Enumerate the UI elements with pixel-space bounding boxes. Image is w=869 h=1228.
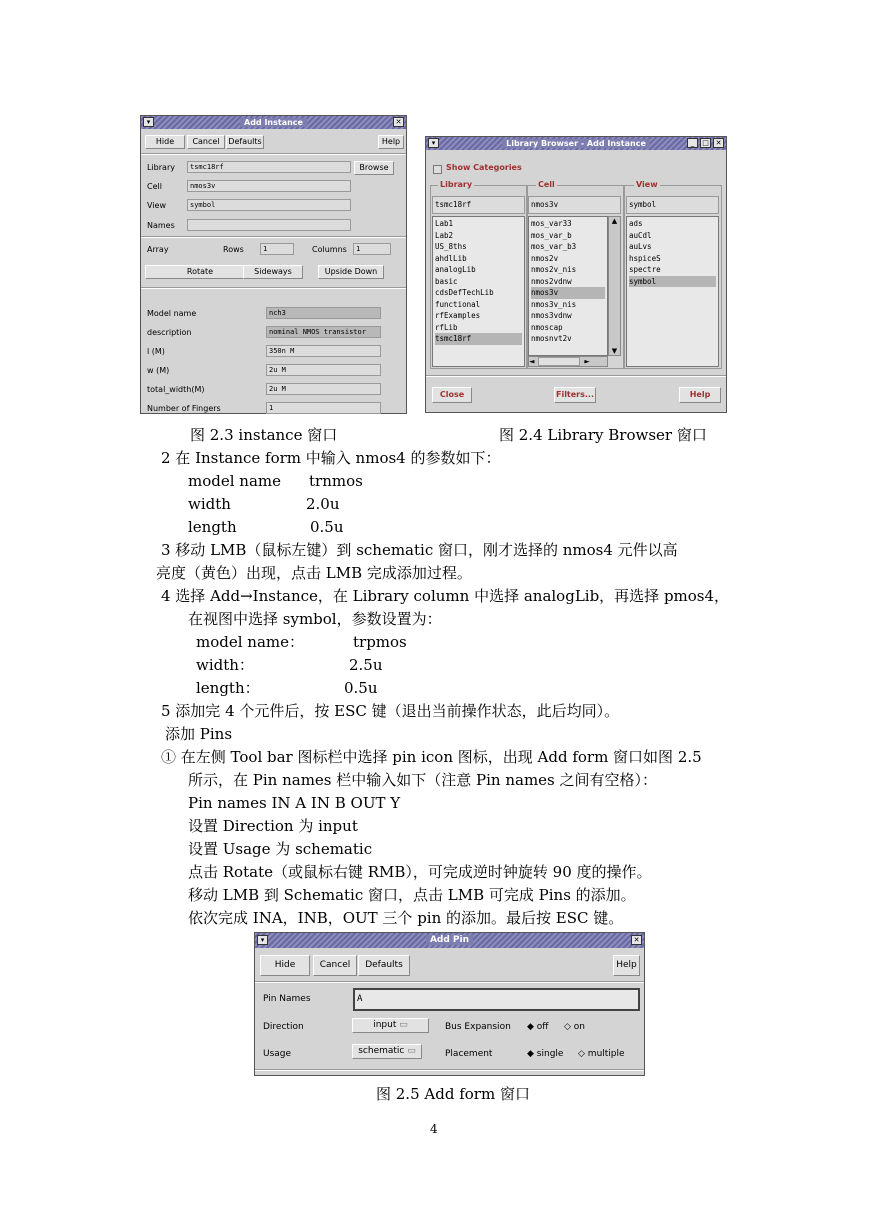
library-list[interactable] [432,216,525,367]
direction-select[interactable] [352,1018,429,1033]
add-instance-dialog [140,115,407,414]
library-label: Library [147,163,175,172]
cell-list[interactable] [528,216,608,356]
filters-button[interactable]: Filters... [554,387,596,403]
rotate-button[interactable]: Rotate [145,265,255,279]
body-line: Pin names IN A IN B OUT Y [188,794,401,812]
body-line: 点击 Rotate（或鼠标右键 RMB），可完成逆时钟旋转 90 度的操作。 [188,863,652,881]
radio-unselected-icon: ◇ [578,1049,585,1059]
usage-label: Usage [263,1049,292,1059]
list-item[interactable]: nmos3v_nis [531,299,577,309]
usage-value: schematic [358,1046,405,1056]
body-line: ① 在左侧 Tool bar 图标栏中选择 pin icon 图标，出现 Add form 窗口如图 2.5 [161,748,702,766]
dialog-title: Add Pin [426,935,473,945]
body-line: length： [196,679,260,697]
param-field[interactable]: 1 [266,402,381,414]
body-line: 0.5u [310,518,344,536]
on-label: on [573,1022,586,1032]
sideways-button[interactable]: Sideways [243,265,303,279]
list-item[interactable]: nmosnvt2v [531,334,572,343]
cell-list-scrollbar[interactable]: ▲ ▼ [608,216,621,356]
list-item[interactable]: ahdlLib [435,253,467,263]
body-line: width [188,495,231,513]
minimize-icon[interactable]: _ [687,138,698,148]
placement-label: Placement [445,1049,493,1059]
body-line: trnmos [309,472,363,490]
radio-selected-icon: ◆ [527,1049,534,1059]
names-field[interactable] [187,219,351,231]
close-icon[interactable]: ✕ [631,935,642,945]
list-item[interactable]: nmos2v [531,253,559,263]
view-field[interactable]: symbol [187,199,351,211]
body-line: length [188,518,237,536]
param-label: Model name [147,309,197,318]
option-menu-icon: ▭ [407,1046,416,1056]
placement-single-radio[interactable] [527,1049,563,1059]
title-bar[interactable] [255,933,644,948]
bus-expansion-label: Bus Expansion [445,1022,511,1032]
body-line: width： [196,656,254,674]
window-menu-icon[interactable]: ▾ [143,117,154,127]
list-item[interactable]: Lab2 [435,230,454,240]
close-icon[interactable]: ✕ [713,138,724,148]
body-line: 在视图中选择 symbol，参数设置为： [188,610,442,628]
library-field[interactable]: tsmc18rf [187,161,351,173]
list-item[interactable]: nmos3vdnw [531,311,572,320]
close-icon[interactable]: ✕ [393,117,404,127]
cell-list-hscrollbar[interactable]: ◄ ► [528,356,608,367]
pin-names-label: Pin Names [263,994,311,1004]
columns-field[interactable]: 1 [353,243,391,255]
body-line: 设置 Direction 为 input [188,817,358,835]
list-item[interactable]: US_8ths [435,242,467,251]
list-item[interactable]: nmos3v [531,287,605,299]
cell-field[interactable]: nmos3v [528,196,621,214]
list-item[interactable]: nmos2vdnw [531,276,572,286]
title-bar[interactable] [141,116,406,129]
list-item[interactable]: mos_var_b [531,230,572,240]
figure-2-3-caption: 图 2.3 instance 窗口 [190,426,338,444]
off-label: off [536,1022,549,1032]
list-item[interactable]: symbol [629,276,716,288]
dialog-title: Library Browser - Add Instance [502,139,650,148]
param-label: l (M) [147,347,165,356]
radio-unselected-icon: ◇ [564,1022,571,1032]
section-heading: 添加 Pins [165,725,233,743]
body-line: model name [188,472,282,490]
body-line: 移动 LMB 到 Schematic 窗口，点击 LMB 可完成 Pins 的添加。 [188,886,636,904]
list-item[interactable]: rfExamples [435,311,481,320]
body-line: 3 移动 LMB（鼠标左键）到 schematic 窗口，刚才选择的 nmos4 元件以高 [161,541,678,559]
title-bar[interactable] [426,137,726,150]
view-field[interactable]: symbol [626,196,719,214]
rows-field[interactable]: 1 [260,243,294,255]
maximize-icon[interactable]: □ [700,138,711,148]
single-label: single [536,1049,564,1059]
list-item[interactable]: mos_var_b3 [531,242,577,251]
cell-field[interactable]: nmos3v [187,180,351,192]
param-label: Number of Fingers [147,404,221,413]
names-label: Names [147,221,175,230]
body-line: 设置 Usage 为 schematic [188,840,373,858]
param-field[interactable]: nch3 [266,307,381,319]
help-button[interactable]: Help [378,135,404,149]
body-line: 2.0u [306,495,340,513]
view-header: View [636,180,658,189]
body-line: 亮度（黄色）出现，点击 LMB 完成添加过程。 [156,564,472,582]
columns-label: Columns [312,245,347,254]
page-number: 4 [430,1122,438,1136]
help-button[interactable]: Help [679,387,721,403]
figure-2-5-caption: 图 2.5 Add form 窗口 [376,1085,530,1103]
list-item[interactable]: nmoscap [531,322,563,332]
view-label: View [147,201,166,210]
cancel-button[interactable]: Cancel [187,135,225,149]
param-label: description [147,328,192,337]
body-line: 0.5u [344,679,378,697]
bus-expansion-off-radio[interactable] [527,1022,549,1032]
close-button[interactable]: Close [432,387,472,403]
pin-names-field[interactable]: A [353,988,640,1011]
body-line: 依次完成 INA，INB，OUT 三个 pin 的添加。最后按 ESC 键。 [188,909,624,927]
library-field[interactable]: tsmc18rf [432,196,525,214]
param-field[interactable]: nominal NMOS transistor [266,326,381,338]
multiple-label: multiple [587,1049,625,1059]
param-label: total_width(M) [147,385,205,394]
list-item[interactable]: tsmc18rf [435,333,522,345]
body-line: 2 在 Instance form 中输入 nmos4 的参数如下： [161,449,501,467]
body-line: 2.5u [349,656,383,674]
param-label: w (M) [147,366,170,375]
cell-label: Cell [147,182,162,191]
list-item[interactable]: analogLib [435,265,476,274]
body-line: 所示，在 Pin names 栏中输入如下（注意 Pin names 之间有空格）： [188,771,658,789]
body-line: trpmos [353,633,407,651]
list-item[interactable]: basic [435,276,458,286]
list-item[interactable]: Lab1 [435,219,454,228]
option-menu-icon: ▭ [399,1020,408,1030]
view-list[interactable] [626,216,719,367]
list-item[interactable]: functional [435,299,481,309]
array-label: Array [147,245,169,254]
rows-label: Rows [223,245,244,254]
list-item[interactable]: mos_var33 [531,219,572,228]
upside-down-button[interactable]: Upside Down [318,265,384,279]
direction-value: input [373,1020,397,1030]
cancel-button[interactable]: Cancel [313,955,357,976]
hide-button[interactable]: Hide [260,955,310,976]
defaults-button[interactable]: Defaults [358,955,410,976]
browse-button[interactable]: Browse [354,161,394,175]
param-field[interactable]: 2u M [266,383,381,395]
body-line: model name： [196,633,305,651]
usage-select[interactable] [352,1044,422,1059]
defaults-button[interactable]: Defaults [226,135,264,149]
direction-label: Direction [263,1022,304,1032]
radio-selected-icon: ◆ [527,1022,534,1032]
list-item[interactable]: ads [629,219,643,228]
show-categories-checkbox[interactable] [433,165,442,174]
body-line: 5 添加完 4 个元件后，按 ESC 键（退出当前操作状态，此后均同）。 [161,702,620,720]
figure-2-4-caption: 图 2.4 Library Browser 窗口 [499,426,707,444]
list-item[interactable]: spectre [629,265,661,274]
body-line: 4 选择 Add→Instance，在 Library column 中选择 analogLib，再选择 pmos4， [161,587,730,605]
hide-button[interactable]: Hide [145,135,185,149]
list-item[interactable]: cdsDefTechLib [435,288,494,297]
window-menu-icon[interactable]: ▾ [257,935,268,945]
dialog-title: Add Instance [240,118,307,127]
placement-multiple-radio[interactable] [578,1049,625,1059]
list-item[interactable]: nmos2v_nis [531,265,577,274]
window-menu-icon[interactable]: ▾ [428,138,439,148]
list-item[interactable]: auLvs [629,242,652,251]
list-item[interactable]: auCdl [629,230,652,240]
cell-header: Cell [538,180,555,189]
list-item[interactable]: hspiceS [629,253,661,263]
list-item[interactable]: rfLib [435,322,458,332]
show-categories-label: Show Categories [446,163,522,172]
help-button[interactable]: Help [613,955,640,976]
library-browser-dialog [425,136,727,413]
param-field[interactable]: 2u M [266,364,381,376]
bus-expansion-on-radio[interactable] [564,1022,585,1032]
library-header: Library [440,180,473,189]
param-field[interactable]: 350n M [266,345,381,357]
add-pin-dialog [254,932,645,1076]
